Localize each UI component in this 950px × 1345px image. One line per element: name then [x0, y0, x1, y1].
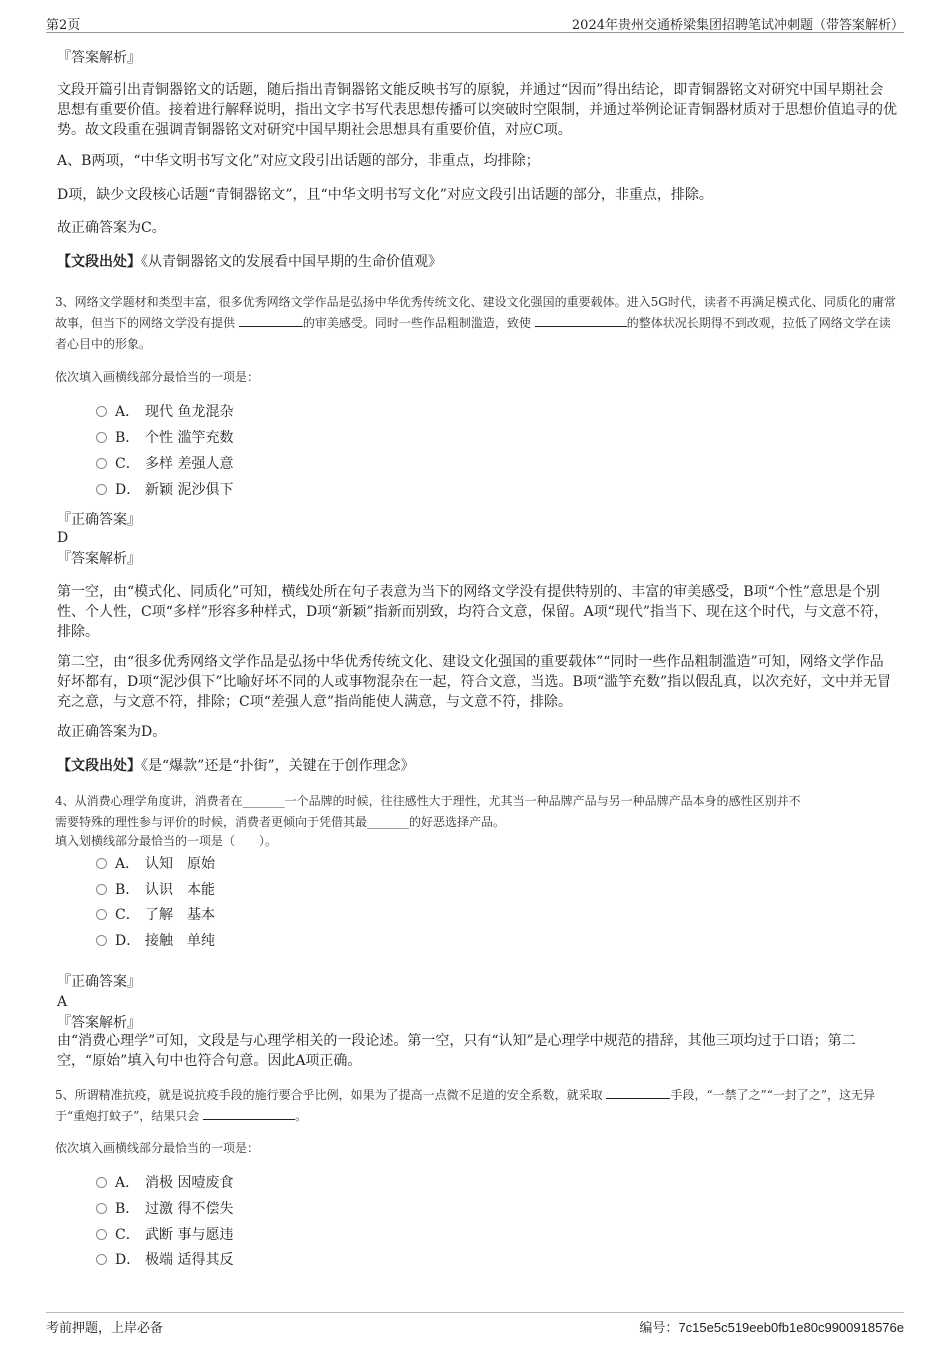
stem-text: 手段，“一禁了之”“一封了之”，这无异于“重炮打蚊子”，结果只会 [55, 1088, 876, 1123]
source-line [57, 252, 897, 272]
question-prompt: 依次填入画横线部分最恰当的一项是： [55, 1141, 260, 1155]
option-letter: C． [115, 1227, 140, 1243]
question-prompt: 填入划横线部分最恰当的一项是（ ）。 [55, 834, 278, 848]
option-b[interactable] [96, 428, 233, 448]
stem-text: 的整体状况长期得不到改观，拉低了网络文学在读者心目中的形象。 [55, 316, 891, 351]
analysis-paragraph: 第二空，由“很多优秀网络文学作品是弘扬中华优秀传统文化、建设文化强国的重要载体”“同时一些作品粗制滥造”可知，网络文学作品好坏都有，D项“泥沙俱下”比喻好坏不同的人或事物混杂在一起，符合文意，当选。B项“滥竽充数”指以假乱真，以次充好，文中并无冒充之意，与文意不符，排除；C项“差强人意”指尚能使人满意，与文意不符，排除。 [57, 654, 892, 710]
analysis-paragraph: 第一空，由“模式化、同质化”可知，横线处所在句子表意为当下的网络文学没有提供特别的、丰富的审美感受，B项“个性”意思是个别性、个人性，C项“多样”形容多种样式，D项“新颖”指新而别致，均符合文意，保留。A项“现代”指当下、现在这个时代，与文意不符，排除。 [57, 584, 888, 640]
option-letter: D． [115, 1252, 141, 1268]
radio-icon[interactable] [96, 1177, 107, 1188]
option-letter: A． [115, 1175, 140, 1191]
blank-line [203, 1107, 295, 1120]
footer-slogan: 考前押题，上岸必备 [46, 1321, 164, 1336]
option-d[interactable] [96, 1250, 233, 1270]
radio-icon[interactable] [96, 1203, 107, 1214]
option-letter: C． [115, 456, 140, 472]
document-title: 2024年贵州交通桥梁集团招聘笔试冲刺题（带答案解析） [571, 18, 904, 33]
option-a[interactable] [96, 854, 215, 874]
option-letter: B． [115, 430, 140, 446]
option-text: 多样 差强人意 [145, 456, 234, 472]
radio-icon[interactable] [96, 909, 107, 920]
blank-line [535, 314, 627, 327]
option-letter: A． [115, 404, 140, 420]
code-value: 7c15e5c519eeb0fb1e80c9900918576e [678, 1320, 904, 1335]
stem-text: 5、所谓精准抗疫，就是说抗疫手段的施行要合乎比例，如果为了提高一点微不足道的安全系数，就采取 [55, 1088, 603, 1102]
option-text: 新颖 泥沙俱下 [145, 482, 234, 498]
radio-icon[interactable] [96, 1254, 107, 1265]
option-letter: A． [115, 856, 140, 872]
answer-value: A [57, 994, 68, 1010]
answer-value: D [57, 530, 69, 546]
stem-text: 3、网络文学题材和类型丰富，很多优秀网络文学作品是弘扬中华优秀传统文化、建设文化强国的重要载体。进入5G时代，读者不再满足模式化、同质化的庸常故事，但当下的网络文学没有提供 [55, 295, 896, 330]
option-c[interactable] [96, 454, 233, 474]
option-c[interactable] [96, 1225, 233, 1245]
option-text: 个性 滥竽充数 [145, 430, 234, 446]
analysis-paragraph: A、B两项，“中华文明书写文化”对应文段引出话题的部分，非重点，均排除； [57, 153, 540, 169]
answer-statement: 故正确答案为D。 [57, 724, 167, 740]
option-text: 过激 得不偿失 [145, 1201, 234, 1217]
question-stem [55, 1085, 897, 1127]
option-text: 极端 适得其反 [145, 1252, 234, 1268]
option-b[interactable] [96, 880, 215, 900]
radio-icon[interactable] [96, 858, 107, 869]
source-title: 《从青铜器铭文的发展看中国早期的生命价值观》 [141, 254, 442, 270]
blank-line [239, 314, 303, 327]
option-text: 了解 基本 [145, 907, 215, 923]
source-line [57, 756, 897, 776]
source-label: 【文段出处】 [57, 254, 141, 270]
stem-text: 。 [295, 1109, 308, 1123]
answer-label: 『正确答案』 [57, 974, 141, 990]
stem-text: 的审美感受。同时一些作品粗制滥造，致使 [302, 316, 531, 330]
option-text: 消极 因噎废食 [145, 1175, 234, 1191]
option-a[interactable] [96, 402, 233, 422]
option-text: 认识 本能 [145, 882, 215, 898]
option-letter: C． [115, 907, 140, 923]
radio-icon[interactable] [96, 935, 107, 946]
option-b[interactable] [96, 1199, 233, 1219]
option-text: 接触 单纯 [145, 933, 215, 949]
question-prompt: 依次填入画横线部分最恰当的一项是： [55, 370, 260, 384]
question-stem [55, 292, 897, 355]
option-a[interactable] [96, 1173, 233, 1193]
question-stem: 4、从消费心理学角度讲，消费者在_______一个品牌的时候，往往感性大于理性，尤其当一种品牌产品与另一种品牌产品本身的感性区别并不 [55, 794, 801, 808]
option-d[interactable] [96, 931, 215, 951]
code-label: 编号： [639, 1320, 679, 1335]
radio-icon[interactable] [96, 458, 107, 469]
option-text: 认知 原始 [145, 856, 215, 872]
analysis-paragraph: D项，缺少文段核心话题“青铜器铭文”，且“中华文明书写文化”对应文段引出话题的部分，非重点，排除。 [57, 187, 713, 203]
option-letter: B． [115, 882, 140, 898]
page-header [46, 12, 904, 33]
option-letter: D． [115, 933, 141, 949]
answer-label: 『正确答案』 [57, 512, 141, 528]
page-footer [46, 1312, 904, 1337]
option-letter: D． [115, 482, 141, 498]
option-d[interactable] [96, 480, 233, 500]
document-code [639, 1317, 904, 1336]
answer-statement: 故正确答案为C。 [57, 220, 166, 236]
question-stem: 需要特殊的理性参与评价的时候，消费者更倾向于凭借其最_______的好恶选择产品。 [55, 815, 506, 829]
analysis-label: 『答案解析』 [57, 50, 141, 66]
page-number: 第2页 [46, 18, 81, 33]
source-label: 【文段出处】 [57, 758, 141, 774]
radio-icon[interactable] [96, 406, 107, 417]
analysis-label: 『答案解析』 [57, 1015, 141, 1031]
source-title: 《是“爆款”还是“扑街”，关键在于创作理念》 [141, 758, 415, 774]
option-c[interactable] [96, 905, 215, 925]
analysis-paragraph: 由“消费心理学”可知，文段是与心理学相关的一段论述。第一空，只有“认知”是心理学中规范的措辞，其他三项均过于口语；第二空，“原始”填入句中也符合句意。因此A项正确。 [57, 1033, 856, 1069]
radio-icon[interactable] [96, 1229, 107, 1240]
option-text: 现代 鱼龙混杂 [145, 404, 234, 420]
option-text: 武断 事与愿违 [145, 1227, 234, 1243]
radio-icon[interactable] [96, 884, 107, 895]
option-letter: B． [115, 1201, 140, 1217]
analysis-paragraph: 文段开篇引出青铜器铭文的话题，随后指出青铜器铭文能反映书写的原貌，并通过“因而”得出结论，即青铜器铭文对研究中国早期社会思想有重要价值。接着进行解释说明，指出文字书写代表思想传播可以突破时空限制，并通过举例论证青铜器材质对于思想价值追寻的优势。故文段重在强调青铜器铭文对研究中国早期社会思想具有重要价值，对应C项。 [57, 82, 897, 138]
radio-icon[interactable] [96, 484, 107, 495]
radio-icon[interactable] [96, 432, 107, 443]
analysis-label: 『答案解析』 [57, 551, 141, 567]
blank-line [606, 1086, 670, 1099]
